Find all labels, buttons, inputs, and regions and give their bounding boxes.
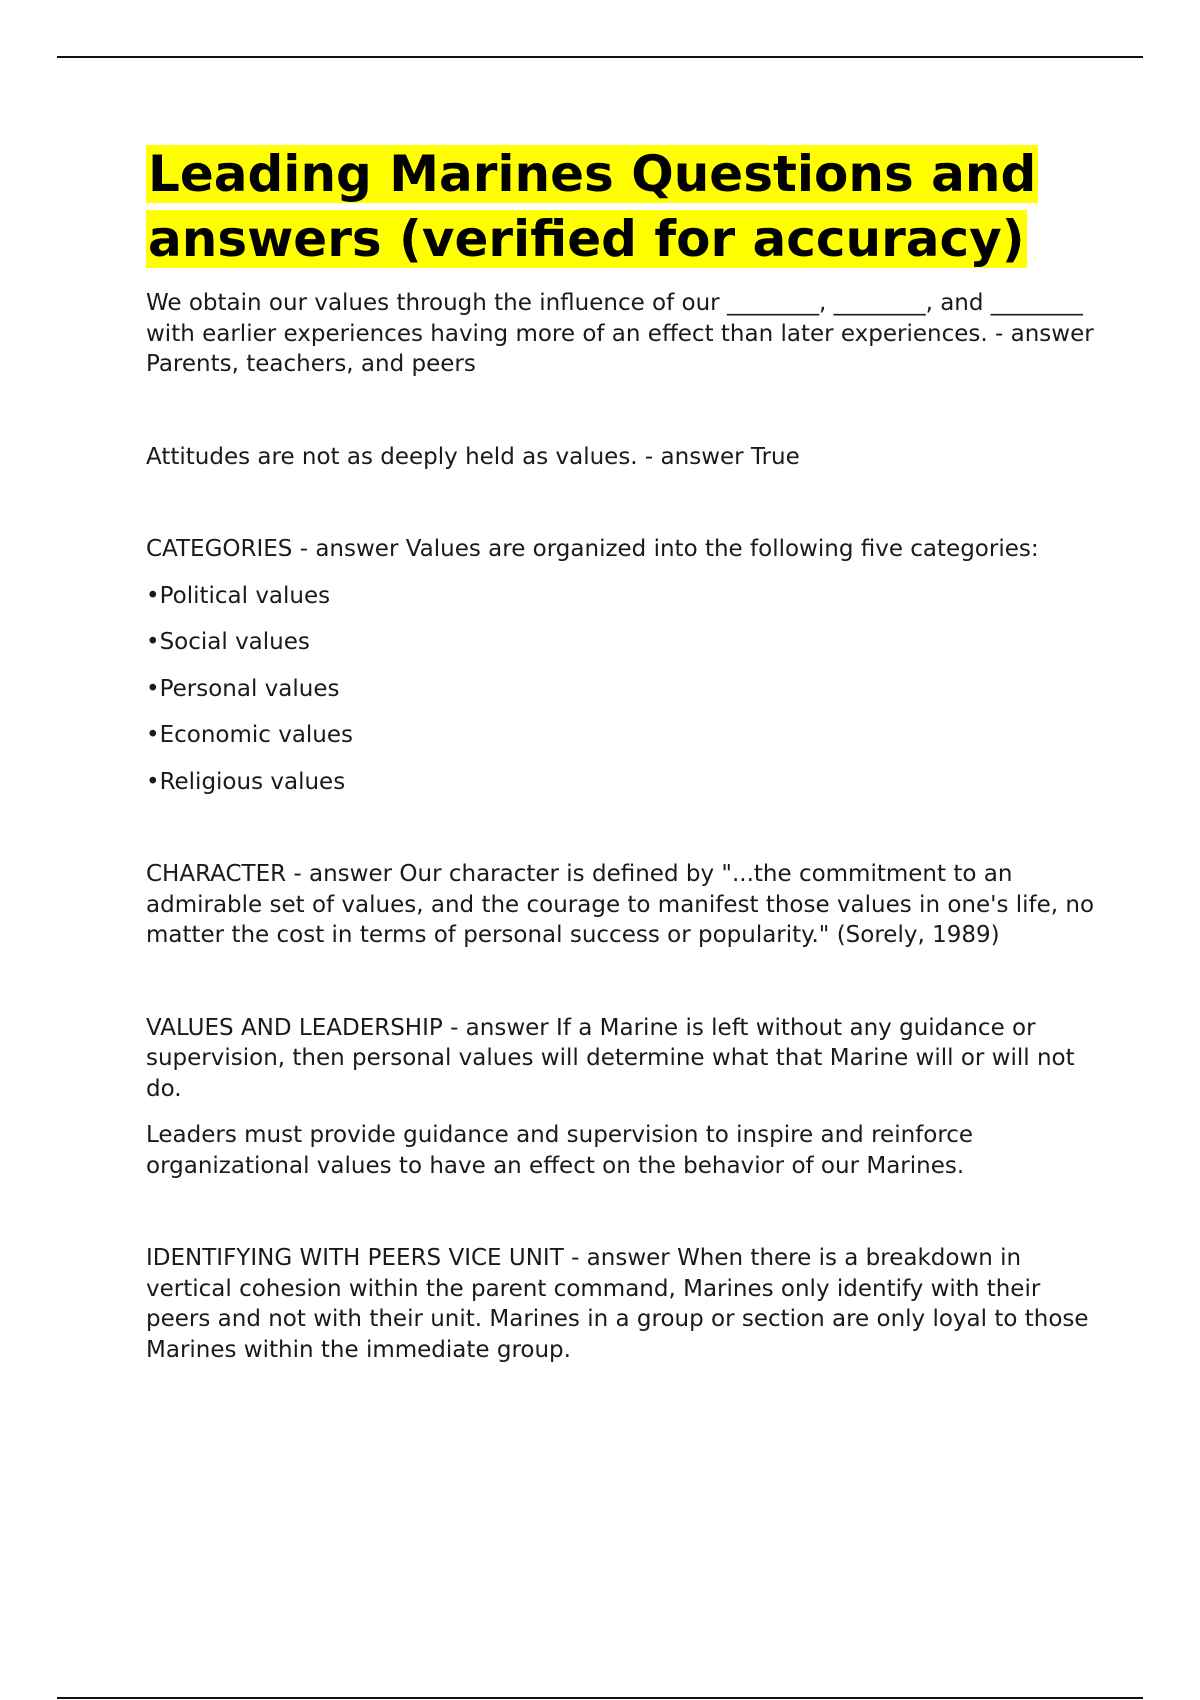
list-item: •Religious values (146, 768, 346, 795)
list-item: •Personal values (146, 675, 340, 702)
qa-attitudes: Attitudes are not as deeply held as values. - answer True (146, 443, 800, 470)
document-title (146, 142, 1096, 272)
list-item: •Social values (146, 629, 310, 655)
qa-identifying-peers: IDENTIFYING WITH PEERS VICE UNIT - answer When there is a breakdown in vertical cohesion within the parent command, Marines only identify with their peers and not with their unit. Marines in a group or section are only loyal to those Marines within the immediate group. (146, 1245, 1089, 1363)
document-body (146, 142, 1096, 1365)
bottom-rule (57, 1697, 1143, 1699)
qa-categories: CATEGORIES - answer Values are organized into the following five categories: (146, 536, 1039, 562)
qa-values-leadership: VALUES AND LEADERSHIP - answer If a Marine is left without any guidance or supervision, then personal values will determine what that Marine will or will not do. (146, 1014, 1075, 1102)
categories-list (146, 581, 1096, 798)
qa-character: CHARACTER - answer Our character is defined by "...the commitment to an admirable set of values, and the courage to manifest those values in one's life, no matter the cost in terms of personal success or popularity." (Sorely, 1989) (146, 861, 1095, 948)
qa-values-leadership-extra: Leaders must provide guidance and supervision to inspire and reinforce organizational values to have an effect on the behavior of our Marines. (146, 1122, 974, 1179)
title-line-1: Leading Marines Questions and (148, 145, 1037, 203)
top-rule (57, 56, 1143, 58)
list-item: •Political values (146, 582, 331, 609)
qa-values-influence: We obtain our values through the influence of our ________, ________, and ________ with earlier experiences having more of an effect than later experiences. - answer Parents, teachers, and peers (146, 290, 1094, 377)
list-item: •Economic values (146, 722, 354, 748)
title-line-2: answers (verified for accuracy) (148, 210, 1025, 268)
